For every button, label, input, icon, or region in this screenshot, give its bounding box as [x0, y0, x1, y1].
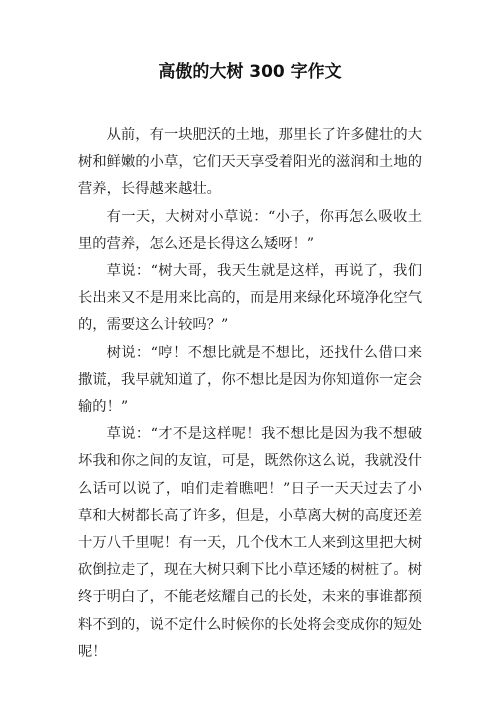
document-title: 高傲的大树 300 字作文 [158, 62, 342, 82]
document-body [78, 122, 422, 666]
paragraph-2: 有一天，大树对小草说：“小子，你再怎么吸收土里的营养，怎么还是长得这么矮呀！” [78, 208, 422, 252]
paragraph-3: 草说：“树大哥，我天生就是这样，再说了，我们长出来又不是用来比高的，而是用来绿化环境净化空气的，需要这么计较吗？” [78, 263, 422, 334]
paragraph-5: 草说：“才不是这样呢！我不想比是因为我不想破坏我和你之间的友谊，可是，既然你这么说，我就没什么话可以说了，咱们走着瞧吧！”日子一天天过去了小草和大树都长高了许多，但是，小草离大树的高度还差十万八千里呢！有一天，几个伐木工人来到这里把大树砍倒拉走了，现在大树只剩下比小草还矮的树桩了。树终于明白了，不能老炫耀自己的长处，未来的事谁都预料不到的，说不定什么时候你的长处将会变成你的短处呢！ [78, 426, 422, 660]
paragraph-1: 从前，有一块肥沃的土地，那里长了许多健壮的大树和鲜嫩的小草，它们天天享受着阳光的滋润和土地的营养，长得越来越壮。 [78, 127, 422, 198]
paragraph-4: 树说：“哼！不想比就是不想比，还找什么借口来撒谎，我早就知道了，你不想比是因为你知道你一定会输的！” [78, 344, 422, 416]
